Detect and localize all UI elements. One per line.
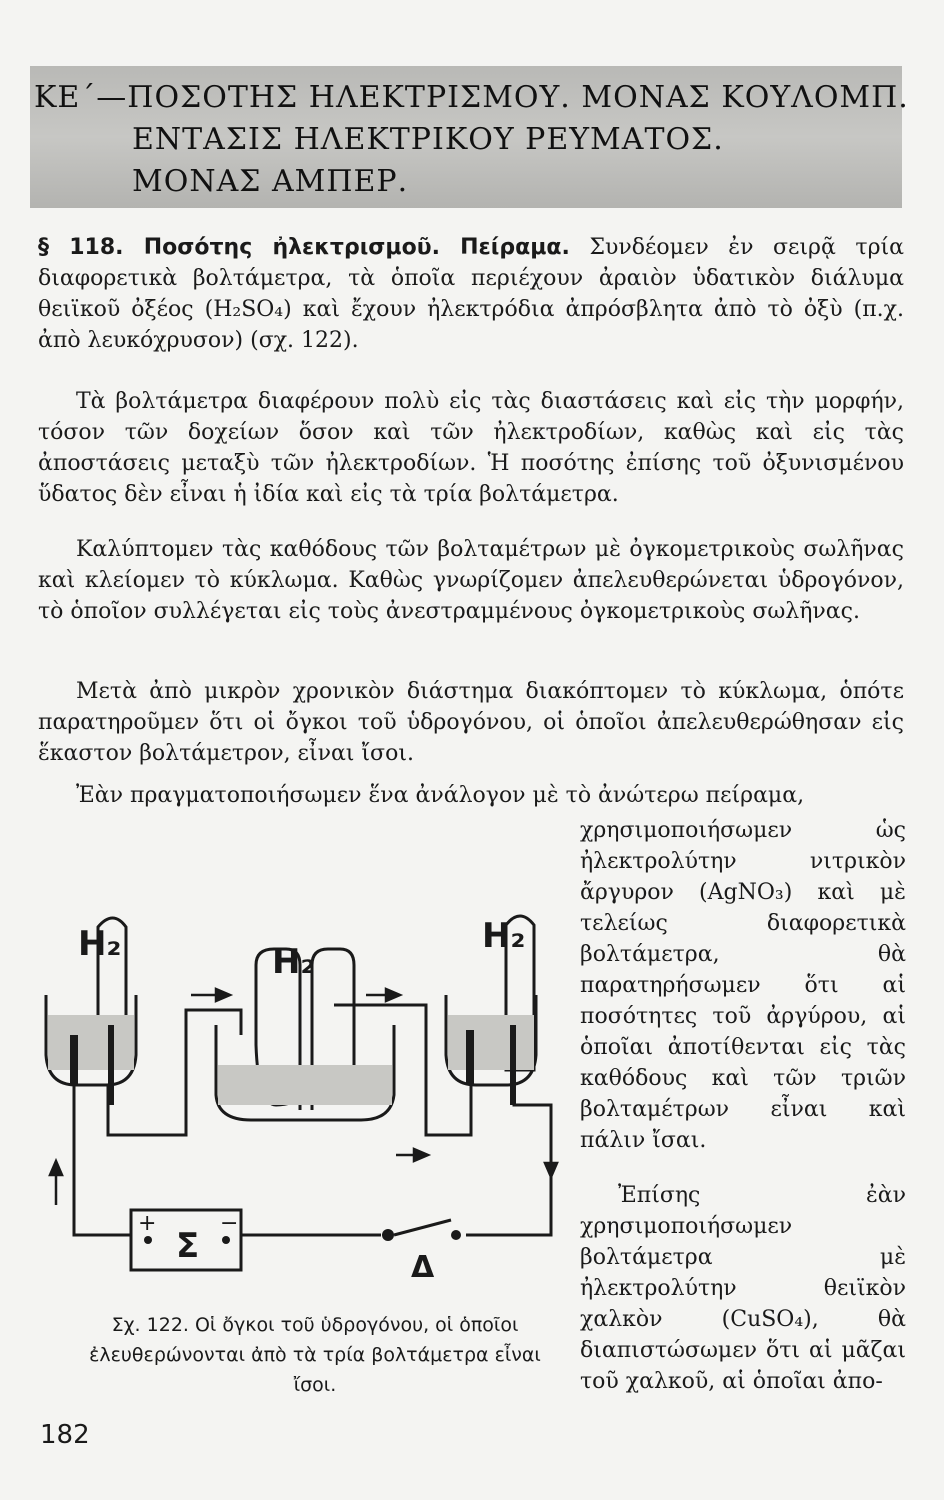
switch-label: Δ (411, 1250, 435, 1285)
paragraph-5-cont: χρησιμοποιήσωμεν ὡς ἠλεκτρολύτην νιτρικὸν ἄργυρον (AgNO₃) καὶ μὲ τελείως διαφορετικὰ βολτάμετρα, θὰ παρατηρήσωμεν ὅτι αἱ ποσότητες τοῦ ἀργύρου, αἱ ὁποῖαι ἀποτίθενται εἰς τὰς καθόδους καὶ τῶν τριῶν βολταμέτρων εἶναι καὶ πάλιν ἴσαι. (580, 818, 906, 1153)
battery-label: Σ (176, 1226, 200, 1266)
chapter-title-line1: ΚΕ΄—ΠΟΣΟΤΗΣ ΗΛΕΚΤΡΙΣΜΟΥ. ΜΟΝΑΣ ΚΟΥΛΟΜΠ. (34, 80, 909, 115)
paragraph-1 (38, 232, 904, 356)
wire-right (466, 1070, 551, 1235)
battery-minus-sign: − (220, 1211, 239, 1236)
voltameter-circuit-figure (36, 905, 571, 1310)
paragraph-3: Καλύπτομεν τὰς καθόδους τῶν βολταμέτρων μὲ ὀγκομετρικοὺς σωλῆνας καὶ κλείομεν τὸ κύκλωμα. Καθὼς γνωρίζομεν ἀπελευθερώνεται ὑδρογόνον, τὸ ὁποῖον συλλέγεται εἰς τοὺς ἀνεστραμμένους ὀγκομετρικοὺς σωλῆνας. (38, 537, 904, 624)
battery-plus-sign: + (138, 1211, 157, 1236)
chapter-title-line3: ΜΟΝΑΣ ΑΜΠΕΡ. (132, 164, 409, 199)
page-number: 182 (40, 1420, 90, 1450)
label-h2-right: H₂ (482, 916, 526, 956)
chapter-header (30, 66, 909, 208)
switch-blade (394, 1220, 451, 1235)
figure-caption: Σχ. 122. Οἱ ὄγκοι τοῦ ὑδρογόνου, οἱ ὁποῖοι ἐλευθερώνονται ἀπὸ τὰ τρία βολτάμετρα εἶναι ἴσοι. (89, 1314, 541, 1396)
paragraph-1-text: Συνδέομεν ἐν σειρᾷ τρία διαφορετικὰ βολτάμετρα, τὰ ὁποῖα περιέχουν ἀραιὸν ὑδατικὸν διάλυμα θειϊκοῦ ὀξέος (H₂SO₄) καὶ ἔχουν ἠλεκτρόδια ἀπρόσβλητα ἀπὸ τὸ ὀξὺ (π.χ. ἀπὸ λευκόχρυσον) (σχ. 122). (38, 235, 904, 353)
label-h2-left: H₂ (78, 924, 122, 964)
paragraph-5-start: Ἐὰν πραγματοποιήσωμεν ἕνα ἀνάλογον μὲ τὸ ἀνώτερω πείραμα, (76, 783, 805, 808)
paragraph-6: Ἐπίσης ἐὰν χρησιμοποιήσωμεν βολτάμετρα μὲ ἠλεκτρολύτην θειϊκὸν χαλκὸν (CuSO₄), θὰ διαπιστώσωμεν ὅτι αἱ μᾶζαι τοῦ χαλκοῦ, αἱ ὁποῖαι ἀπο- (580, 1183, 906, 1394)
section-heading: § 118. Ποσότης ἠλεκτρισμοῦ. Πείραμα. (38, 235, 570, 260)
label-h2-middle: H₂ (272, 942, 316, 982)
chapter-title-line2: ΕΝΤΑΣΙΣ ΗΛΕΚΤΡΙΚΟΥ ΡΕΥΜΑΤΟΣ. (132, 122, 724, 157)
paragraph-4: Μετὰ ἀπὸ μικρὸν χρονικὸν διάστημα διακόπτομεν τὸ κύκλωμα, ὁπότε παρατηροῦμεν ὅτι οἱ ὄγκοι τοῦ ὑδρογόνου, οἱ ὁποῖοι ἀπελευθερώθησαν εἰς ἕκαστον βολτάμετρον, εἶναι ἴσοι. (38, 679, 904, 766)
paragraph-2: Τὰ βολτάμετρα διαφέρουν πολὺ εἰς τὰς διαστάσεις καὶ εἰς τὴν μορφήν, τόσον τῶν δοχείων ὅσον καὶ τῶν ἠλεκτροδίων, καθὼς καὶ εἰς τὰς ἀποστάσεις μεταξὺ τῶν ἠλεκτροδίων. Ἡ ποσότης ἐπίσης τοῦ ὀξυνισμένου ὕδατος δὲν εἶναι ἡ ἰδία καὶ εἰς τὰ τρία βολτάμετρα. (38, 389, 904, 507)
